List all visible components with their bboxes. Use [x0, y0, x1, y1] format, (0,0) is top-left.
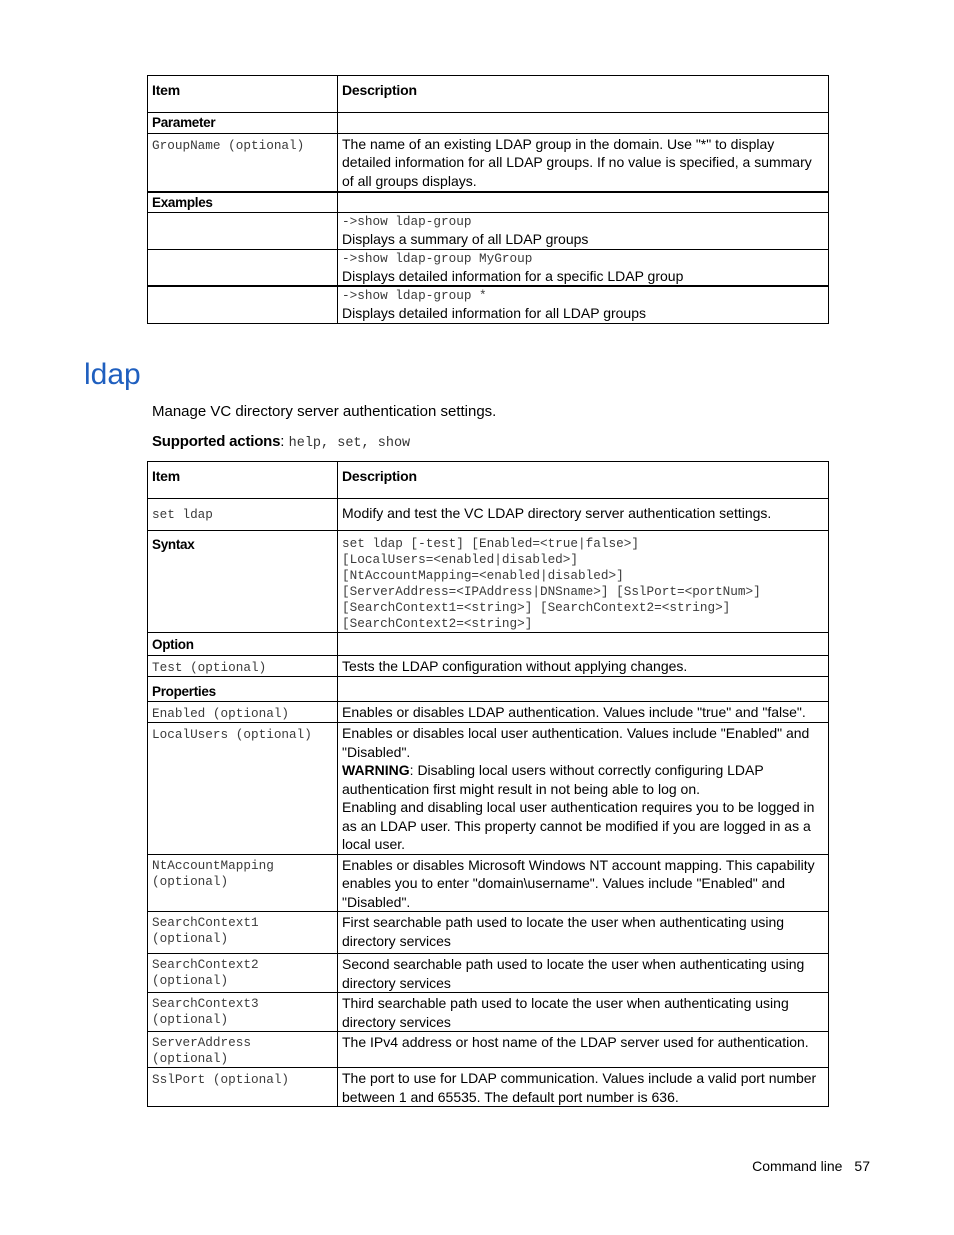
table-row [148, 702, 829, 723]
syntax-line: [NtAccountMapping=<enabled|disabled>] [342, 568, 624, 583]
warning-text: : Disabling local users without correctly configuring LDAP authentication first might result in not being able to log on. [342, 762, 764, 797]
example-description: Displays detailed information for all LDAP groups [342, 305, 647, 321]
property-description: The port to use for LDAP communication. Values include a valid port number between 1 and 65535. The default port number is 636. [338, 1068, 829, 1107]
example-command: ->show ldap-group * [342, 288, 487, 303]
option-name: Test (optional) [152, 659, 267, 675]
section-label: Properties [148, 676, 338, 702]
ldap-settings-table [147, 461, 829, 1107]
section-intro: Manage VC directory server authentication settings. [152, 403, 497, 420]
section-row-parameter [148, 113, 829, 134]
section-row-examples [148, 192, 829, 213]
header-description: Description [338, 76, 829, 113]
property-description: Enables or disables local user authentication. Values include "Enabled" and "Disabled". [342, 725, 810, 760]
syntax-line: [LocalUsers=<enabled|disabled>] [342, 552, 579, 567]
example-description: Displays detailed information for a specific LDAP group [342, 267, 684, 284]
property-description: Second searchable path used to locate the user when authenticating using directory services [338, 954, 829, 993]
supported-actions: Supported actions: help, set, show [152, 433, 411, 451]
property-name: SearchContext3 [152, 996, 259, 1011]
supported-actions-list: help, set, show [288, 436, 411, 451]
property-name: SearchContext2 [152, 957, 259, 972]
syntax-block [338, 531, 829, 633]
footer-label: Command line [752, 1158, 843, 1174]
property-description: First searchable path used to locate the user when authenticating using directory services [338, 912, 829, 954]
command-name: set ldap [152, 507, 213, 522]
section-label: Parameter [148, 113, 338, 134]
param-name: GroupName (optional) [152, 137, 305, 153]
table-header-row [148, 462, 829, 499]
table-row [148, 655, 829, 676]
syntax-line: [ServerAddress=<IPAddress|DNSname>] [SslPort=<portNum>] [342, 584, 761, 599]
syntax-line: [SearchContext2=<string>] [342, 616, 533, 631]
warning-label: WARNING [342, 762, 410, 778]
property-name: SearchContext1 [152, 915, 259, 930]
example-command: ->show ldap-group [342, 214, 472, 229]
table-header-row [148, 76, 829, 113]
property-name: LocalUsers (optional) [152, 727, 312, 742]
section-row-properties [148, 676, 829, 702]
supported-actions-label: Supported actions [152, 433, 281, 450]
example-description: Displays a summary of all LDAP groups [342, 231, 589, 247]
property-name: Enabled (optional) [152, 706, 290, 721]
ldap-group-parameters-table [147, 75, 829, 324]
table-row [148, 499, 829, 531]
section-row-option [148, 633, 829, 656]
table-row: SearchContext3 (optional) Third searchable path used to locate the user when authenticating using directory services [148, 993, 829, 1032]
property-name: SslPort (optional) [152, 1072, 290, 1087]
command-description: Modify and test the VC LDAP directory server authentication settings. [338, 499, 829, 531]
table-row [148, 213, 829, 250]
property-name: NtAccountMapping [152, 857, 274, 873]
example-command: ->show ldap-group MyGroup [342, 250, 533, 266]
syntax-row [148, 531, 829, 633]
table-row [148, 133, 829, 192]
param-description: The name of an existing LDAP group in the domain. Use "*" to display detailed information for all LDAP groups. If no value is specified, a summary of all groups displays. [338, 133, 829, 192]
header-item: Item [148, 76, 338, 113]
section-label: Examples [148, 192, 338, 213]
property-note: Enabling and disabling local user authentication requires you to be logged in as an LDAP user. This property cannot be modified if you are logged in as a local user. [342, 799, 815, 852]
property-name: ServerAddress [152, 1035, 251, 1050]
syntax-label: Syntax [148, 531, 338, 633]
syntax-line: [SearchContext1=<string>] [SearchContext2=<string>] [342, 600, 731, 615]
table-row [148, 286, 829, 323]
table-row: SearchContext2 (optional) Second searchable path used to locate the user when authenticating using directory services [148, 954, 829, 993]
property-description: The IPv4 address or host name of the LDAP server used for authentication. [338, 1032, 829, 1068]
option-description: Tests the LDAP configuration without applying changes. [338, 655, 829, 676]
table-row [148, 1068, 829, 1107]
property-description: Enables or disables LDAP authentication. Values include "true" and "false". [338, 702, 829, 723]
property-description: Enables or disables Microsoft Windows NT account mapping. This capability enables you to enter "domain\username". Values include "Enabled" and "Disabled". [338, 854, 829, 912]
table-row: ServerAddress (optional) The IPv4 address or host name of the LDAP server used for authentication. [148, 1032, 829, 1068]
header-description: Description [338, 462, 829, 499]
table-row: SearchContext1 (optional) First searchable path used to locate the user when authenticating using directory services [148, 912, 829, 954]
table-row [148, 249, 829, 286]
property-description: Third searchable path used to locate the user when authenticating using directory services [338, 993, 829, 1032]
table-row [148, 723, 829, 855]
section-label: Option [148, 633, 338, 656]
section-title: ldap [84, 358, 141, 391]
page-footer [752, 1158, 870, 1174]
header-item: Item [148, 462, 338, 499]
page-number: 57 [854, 1158, 870, 1174]
syntax-line: set ldap [-test] [Enabled=<true|false>] [342, 536, 639, 551]
table-row: NtAccountMapping (optional) Enables or disables Microsoft Windows NT account mapping. This capability enables you to enter "domain\username". Values include "Enabled" and "Disabled". [148, 854, 829, 912]
